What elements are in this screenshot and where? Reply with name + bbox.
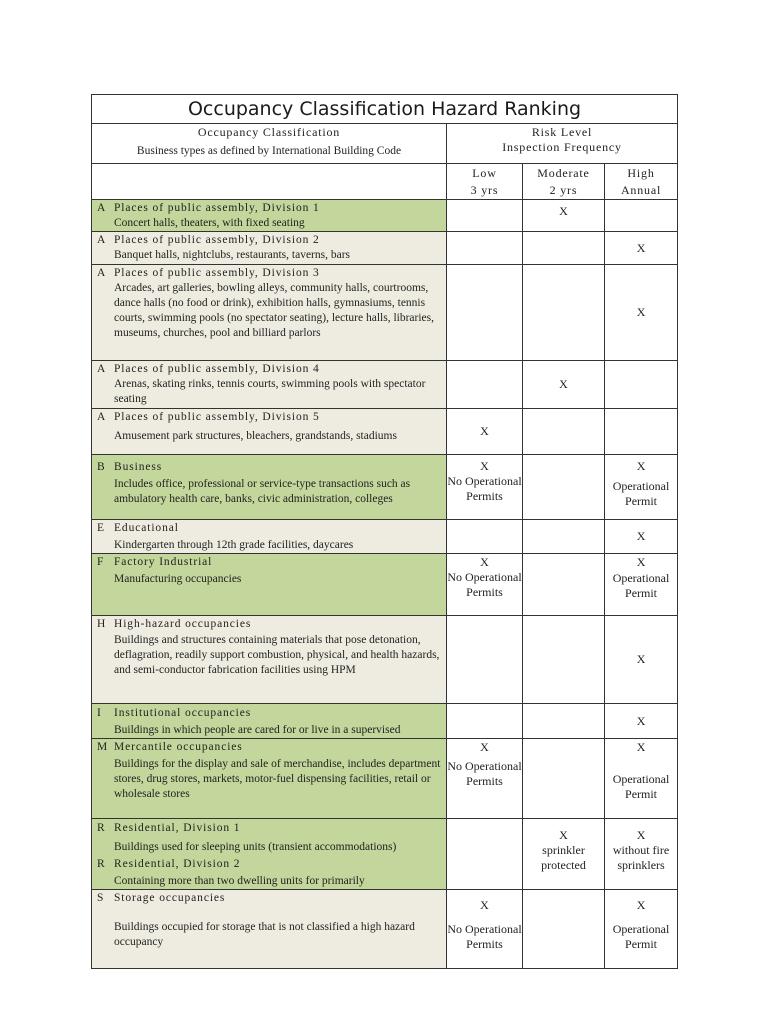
classification-cell <box>92 232 447 265</box>
occupancy-category: Places of public assembly, Division 2 <box>114 234 320 246</box>
moderate-label: Moderate <box>537 166 590 180</box>
high-cell <box>605 554 678 616</box>
high-label: High <box>627 166 655 180</box>
inspection-frequency-label: Inspection Frequency <box>502 140 622 154</box>
occupancy-code: A <box>97 267 106 279</box>
low-cell <box>447 520 523 554</box>
occupancy-category: Factory Industrial <box>114 556 213 568</box>
moderate-cell <box>523 890 605 969</box>
occupancy-category: Residential, Division 2 <box>114 858 241 870</box>
occupancy-code: B <box>97 461 105 473</box>
occupancy-category: Places of public assembly, Division 5 <box>114 411 320 423</box>
low-cell <box>447 361 523 409</box>
high-cell: X <box>605 616 678 704</box>
occupancy-code: I <box>97 707 101 719</box>
high-cell <box>605 361 678 409</box>
occupancy-code: F <box>97 556 104 568</box>
classification-cell <box>92 265 447 361</box>
classification-cell <box>92 361 447 409</box>
high-mark: X <box>636 555 646 569</box>
low-note: No Operational Permits <box>447 759 522 788</box>
table-title: Occupancy Classification Hazard Ranking <box>92 95 678 124</box>
moderate-cell <box>523 616 605 704</box>
occupancy-code: A <box>97 411 106 423</box>
hazard-ranking-table <box>91 94 678 969</box>
occupancy-category: Storage occupancies <box>114 892 226 904</box>
classification-cell <box>92 455 447 520</box>
occupancy-code: A <box>97 234 106 246</box>
occupancy-category: High-hazard occupancies <box>114 618 252 630</box>
occupancy-category: Places of public assembly, Division 3 <box>114 267 320 279</box>
low-cell <box>447 200 523 232</box>
occupancy-description: Arcades, art galleries, bowling alleys, community halls, courtrooms, dance halls (no food or drink), exhibition halls, gymnasiums, tennis courts, swimming pools (no spectator seating), lecture halls, libraries, museums, churches, pool and billiard parlors <box>114 282 435 339</box>
occupancy-category: Institutional occupancies <box>114 707 252 719</box>
blank-header-cell <box>92 164 447 200</box>
table-row <box>92 265 678 361</box>
table-row <box>92 232 678 265</box>
high-cell <box>605 819 678 890</box>
classification-cell <box>92 200 447 232</box>
occupancy-code: R <box>97 822 105 834</box>
classification-cell <box>92 616 447 704</box>
table-row <box>92 409 678 455</box>
occupancy-description: Includes office, professional or service-type transactions such as ambulatory health care, banks, civic administration, colleges <box>114 478 411 505</box>
classification-cell <box>92 704 447 739</box>
high-cell <box>605 200 678 232</box>
occupancy-code: H <box>97 618 106 630</box>
occupancy-description: Buildings and structures containing materials that pose detonation, deflagration, readily support combustion, physical, and health hazards, and semi-conductor fabrication facilities using HPM <box>114 634 440 676</box>
low-mark: X <box>480 459 489 473</box>
moderate-cell <box>523 739 605 819</box>
classification-cell <box>92 819 447 890</box>
occupancy-category: Places of public assembly, Division 1 <box>114 202 320 214</box>
high-mark: X <box>636 828 646 842</box>
classification-cell <box>92 739 447 819</box>
high-cell <box>605 890 678 969</box>
moderate-header <box>523 164 605 200</box>
moderate-cell <box>523 232 605 265</box>
risk-header <box>447 124 678 164</box>
low-cell <box>447 455 523 520</box>
table-row <box>92 200 678 232</box>
table-row <box>92 890 678 969</box>
low-mark: X <box>480 898 489 912</box>
occupancy-code: S <box>97 892 104 904</box>
high-note: Operational Permit <box>612 571 670 600</box>
low-frequency: 3 yrs <box>470 183 499 197</box>
occupancy-category: Educational <box>114 522 179 534</box>
occupancy-description: Concert halls, theaters, with fixed seating <box>114 217 305 229</box>
occupancy-category: Places of public assembly, Division 4 <box>114 363 320 375</box>
high-mark: X <box>636 898 646 912</box>
high-note: without fire sprinklers <box>612 843 670 872</box>
moderate-mark: X <box>559 828 568 842</box>
low-mark: X <box>480 740 489 754</box>
occupancy-description: Containing more than two dwelling units for primarily <box>114 875 365 887</box>
classification-header <box>92 124 447 164</box>
high-cell: X <box>605 704 678 739</box>
classification-cell <box>92 409 447 455</box>
high-note: Operational Permit <box>612 922 670 951</box>
high-cell: X <box>605 520 678 554</box>
occupancy-description: Banquet halls, nightclubs, restaurants, taverns, bars <box>114 249 351 261</box>
high-cell <box>605 409 678 455</box>
moderate-cell <box>523 554 605 616</box>
low-note: No Operational Permits <box>447 474 522 503</box>
moderate-cell <box>523 265 605 361</box>
moderate-cell <box>523 704 605 739</box>
table-row <box>92 819 678 890</box>
low-cell <box>447 890 523 969</box>
occupancy-description: Buildings used for sleeping units (transient accommodations) <box>114 841 397 853</box>
occupancy-description: Manufacturing occupancies <box>114 573 242 585</box>
high-frequency: Annual <box>620 183 662 197</box>
table-row <box>92 739 678 819</box>
occupancy-description: Buildings for the display and sale of merchandise, includes department stores, drug stores, markets, motor-fuel dispensing facilities, retail or wholesale stores <box>114 758 441 800</box>
occupancy-description: Amusement park structures, bleachers, grandstands, stadiums <box>114 430 397 442</box>
table-row <box>92 704 678 739</box>
table-row <box>92 361 678 409</box>
low-header <box>447 164 523 200</box>
low-mark: X <box>480 555 489 569</box>
table-row <box>92 616 678 704</box>
moderate-cell: X <box>523 361 605 409</box>
moderate-cell <box>523 819 605 890</box>
occupancy-code: R <box>97 858 105 870</box>
low-cell <box>447 819 523 890</box>
occupancy-description: Arenas, skating rinks, tennis courts, swimming pools with spectator seating <box>114 378 426 405</box>
high-header <box>605 164 678 200</box>
occupancy-description: Buildings occupied for storage that is not classified a high hazard occupancy <box>114 921 415 948</box>
occupancy-category: Business <box>114 461 163 473</box>
moderate-cell <box>523 409 605 455</box>
moderate-frequency: 2 yrs <box>549 183 578 197</box>
low-label: Low <box>472 166 497 180</box>
high-note: Operational Permit <box>612 479 670 508</box>
classification-header-subtitle: Business types as defined by International Building Code <box>136 145 402 157</box>
low-note: No Operational Permits <box>447 922 522 951</box>
table-row <box>92 554 678 616</box>
low-cell <box>447 704 523 739</box>
classification-header-label: Occupancy Classification <box>197 125 341 139</box>
classification-cell <box>92 890 447 969</box>
occupancy-code: A <box>97 363 106 375</box>
classification-cell <box>92 520 447 554</box>
high-cell <box>605 739 678 819</box>
occupancy-code: E <box>97 522 105 534</box>
low-note: No Operational Permits <box>447 570 522 599</box>
occupancy-category: Residential, Division 1 <box>114 822 241 834</box>
occupancy-category: Mercantile occupancies <box>114 741 243 753</box>
low-cell <box>447 232 523 265</box>
moderate-note: sprinkler protected <box>541 843 586 872</box>
high-note: Operational Permit <box>612 772 670 801</box>
moderate-cell <box>523 455 605 520</box>
risk-level-label: Risk Level <box>531 125 593 139</box>
table-row <box>92 520 678 554</box>
occupancy-description: Kindergarten through 12th grade facilities, daycares <box>114 539 354 551</box>
low-cell <box>447 554 523 616</box>
low-cell: X <box>447 409 523 455</box>
low-cell <box>447 616 523 704</box>
residential-division-2 <box>97 857 442 872</box>
high-cell: X <box>605 232 678 265</box>
occupancy-code: A <box>97 202 106 214</box>
moderate-cell: X <box>523 200 605 232</box>
table-row <box>92 455 678 520</box>
occupancy-description: Buildings in which people are cared for or live in a supervised <box>114 724 401 736</box>
high-cell <box>605 455 678 520</box>
low-cell <box>447 265 523 361</box>
classification-cell <box>92 554 447 616</box>
occupancy-code: M <box>97 741 108 753</box>
high-mark: X <box>636 459 646 473</box>
high-mark: X <box>636 740 646 754</box>
moderate-cell <box>523 520 605 554</box>
high-cell: X <box>605 265 678 361</box>
low-cell <box>447 739 523 819</box>
